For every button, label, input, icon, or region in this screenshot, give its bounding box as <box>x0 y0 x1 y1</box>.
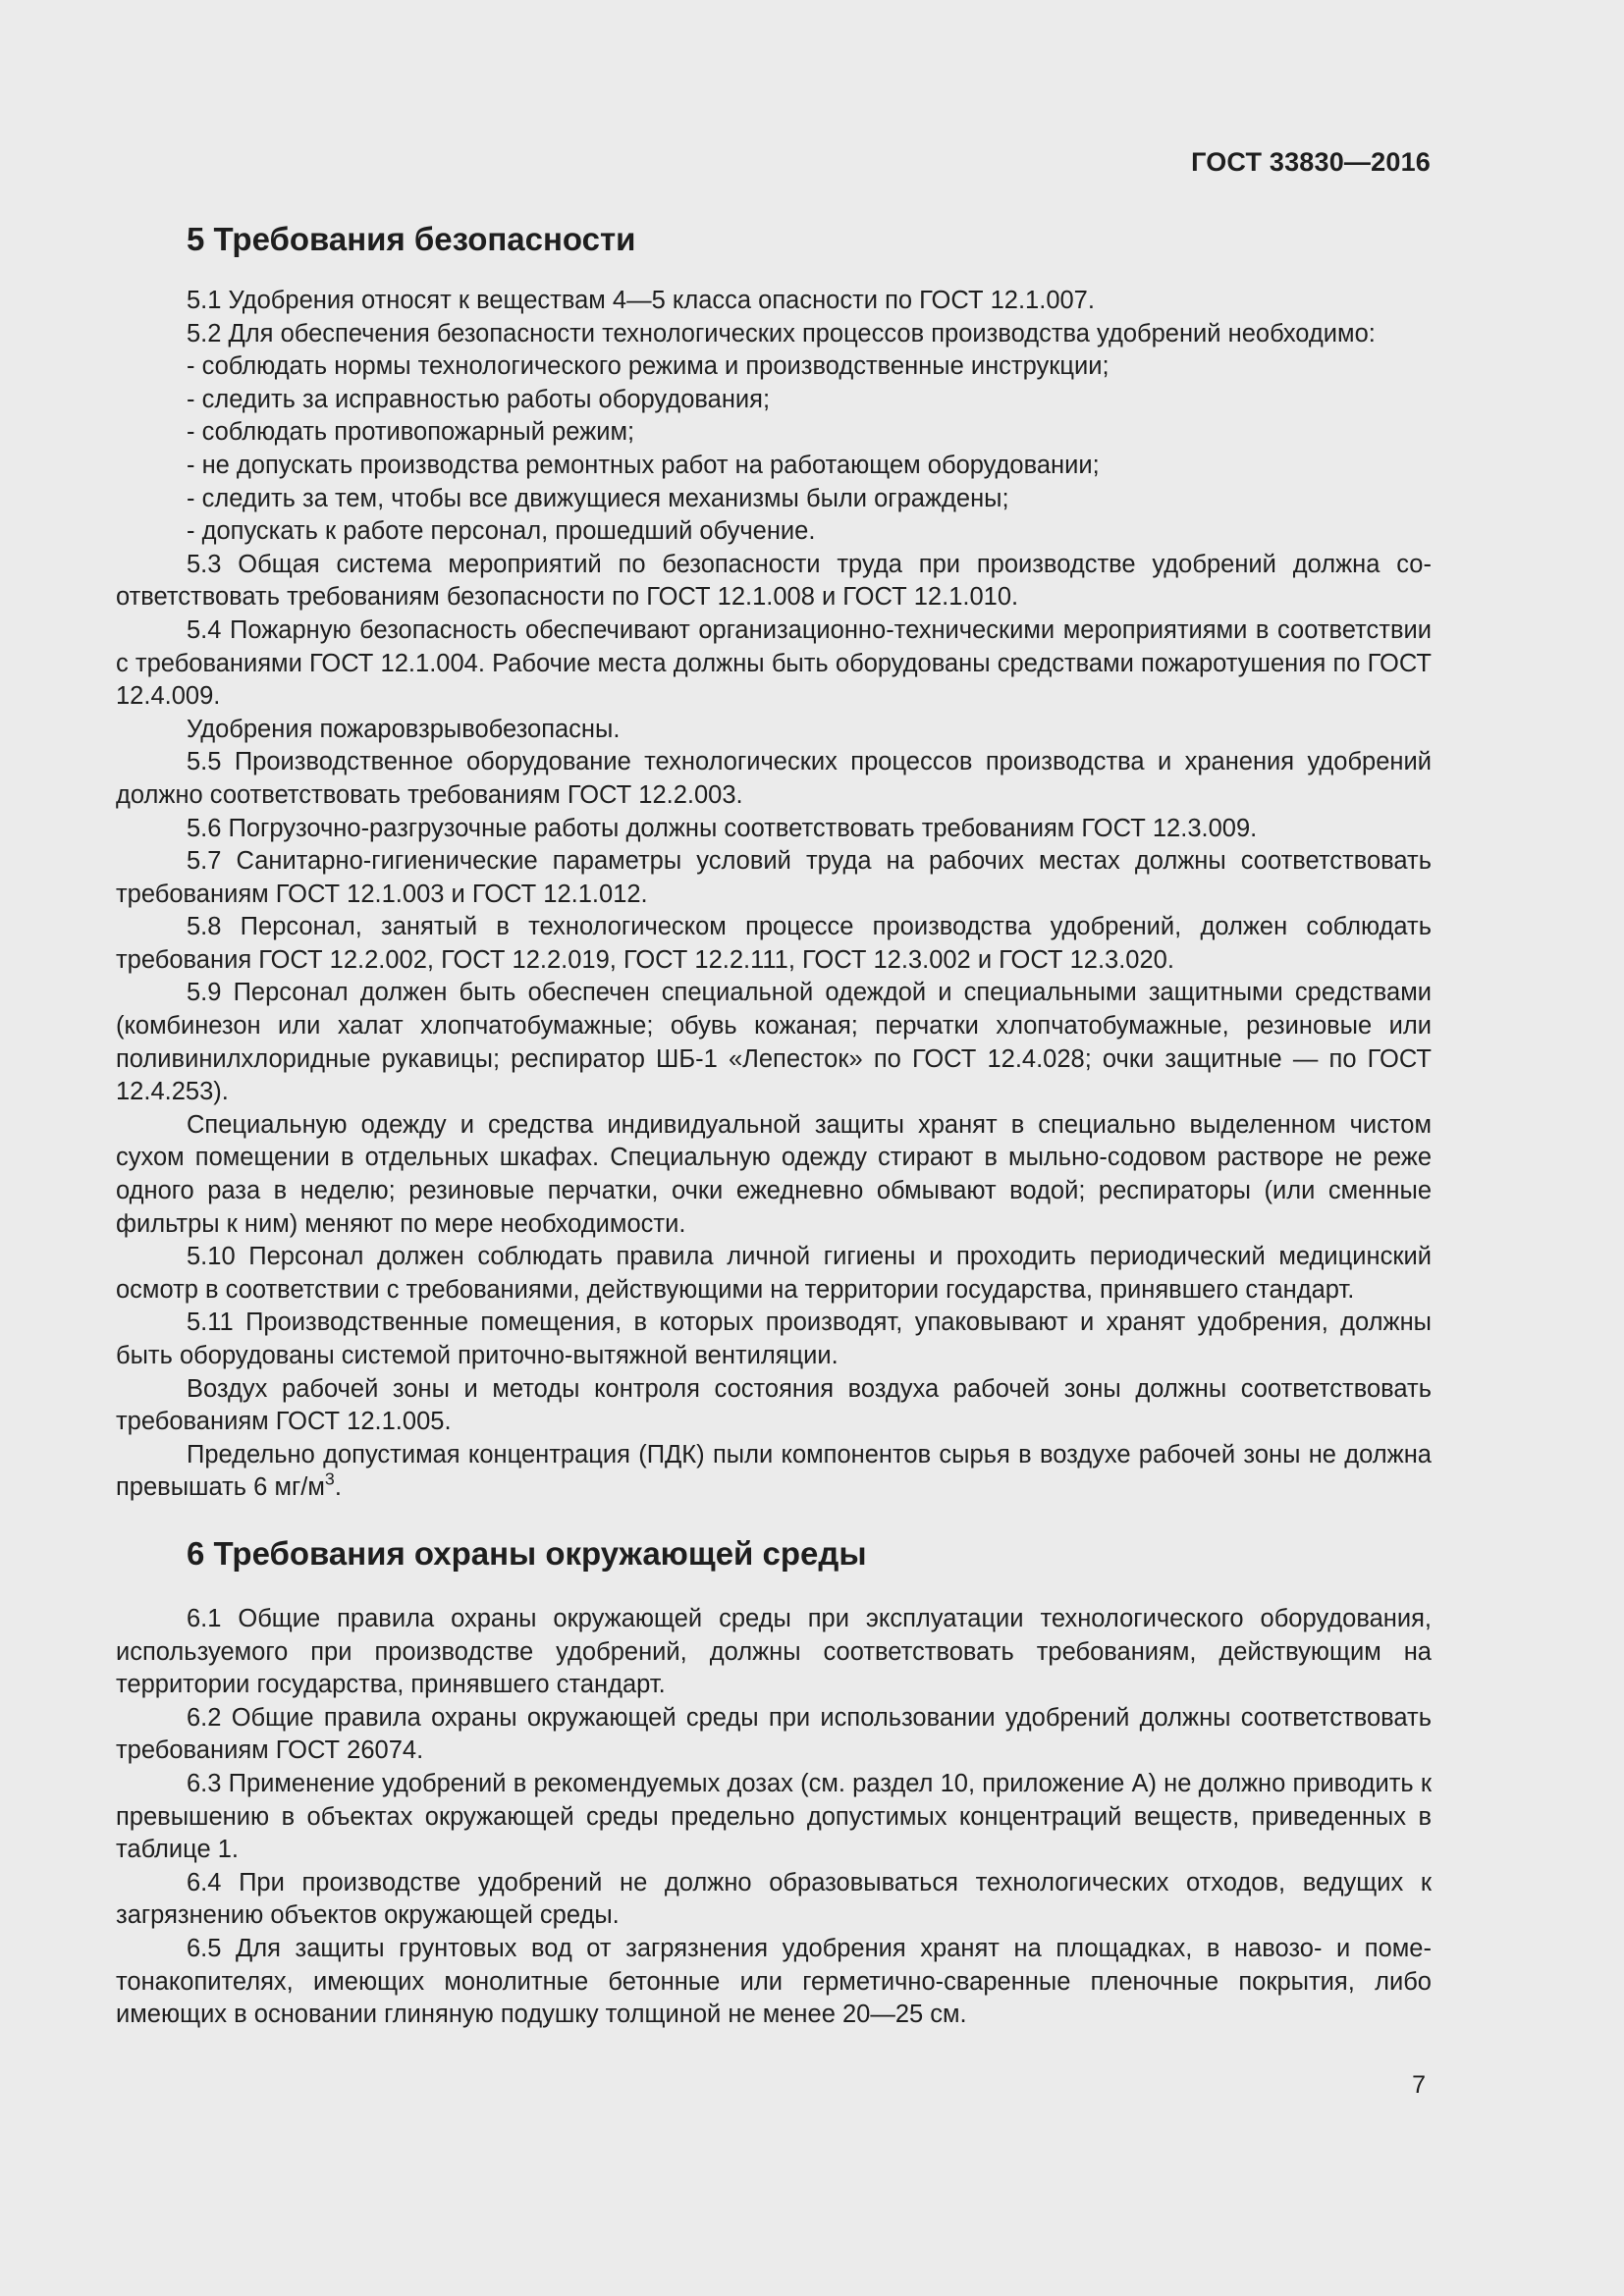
paragraph-5-11-air: Воздух рабочей зоны и методы контроля состояния воздуха рабочей зоны должны соответствовать требованиям ГОСТ 12.1.005. <box>116 1374 1432 1436</box>
paragraph-5-11: 5.11 Производственные помещения, в которых производят, упаковывают и хранят удобрения, должны быть оборудованы системой приточно-вытяжной вентиляции. <box>116 1308 1432 1369</box>
list-item: - следить за исправностью работы оборудования; <box>187 385 771 413</box>
paragraph-5-4: 5.4 Пожарную безопасность обеспечивают организационно-техническими мероприятиями в соответствии с требованиями ГОСТ 12.1.004. Рабочие места должны быть оборудованы средствами пожаротушения по ГОСТ 12.4.009. <box>116 615 1432 711</box>
page-number: 7 <box>1412 2071 1426 2099</box>
paragraph-5-2: 5.2 Для обеспечения безопасности технологических процессов производства удобрений необходимо: <box>187 319 1376 347</box>
requirements-list <box>116 350 1432 549</box>
paragraph-5-3: 5.3 Общая система мероприятий по безопасности труда при производстве удобрений должна соответствовать требованиям безопасности по ГОСТ 12.1.008 и ГОСТ 12.1.010. <box>116 550 1432 612</box>
paragraph-6-4: 6.4 При производстве удобрений не должно образовываться технологических отходов, ведущих к загрязнению объектов окружающей среды. <box>116 1868 1432 1930</box>
section-5-heading: 5 Требования безопасности <box>187 221 636 257</box>
list-item: - не допускать производства ремонтных работ на работающем оборудовании; <box>187 451 1100 479</box>
paragraph-5-11-pdk <box>116 1439 1432 1505</box>
superscript-3: 3 <box>324 1468 335 1489</box>
document-number: ГОСТ 33830—2016 <box>1191 147 1431 177</box>
page-body <box>116 218 1432 2032</box>
paragraph-5-10: 5.10 Персонал должен соблюдать правила личной гигиены и проходить периодический медицинский осмотр в соответствии с требованиями, действующими на территории государства, принявшего стандарт. <box>116 1243 1432 1304</box>
paragraph-5-6: 5.6 Погрузочно-разгрузочные работы должны соответствовать требованиям ГОСТ 12.3.009. <box>187 814 1258 842</box>
paragraph-6-5: 6.5 Для защиты грунтовых вод от загрязнения удобрения хранят на площадках, в навозо- и пометонакопителях, имеющих монолитные бетонные или герметично-сваренные пленочные покрытия, либо имеющих в основании глиняную подушку толщиной не менее 20—25 см. <box>116 1934 1432 2029</box>
list-item: - следить за тем, чтобы все движущиеся механизмы были ограждены; <box>187 484 1009 512</box>
paragraph-6-2: 6.2 Общие правила охраны окружающей среды при использовании удобрений должны соответствовать требованиям ГОСТ 26074. <box>116 1703 1432 1765</box>
pdk-period: . <box>334 1473 342 1502</box>
paragraph-5-7: 5.7 Санитарно-гигиенические параметры условий труда на рабочих местах должны соответствовать требованиям ГОСТ 12.1.003 и ГОСТ 12.1.012. <box>116 847 1432 908</box>
section-6-heading: 6 Требования охраны окружающей среды <box>187 1534 867 1572</box>
paragraph-5-1: 5.1 Удобрения относят к веществам 4—5 класса опасности по ГОСТ 12.1.007. <box>187 287 1095 314</box>
paragraph-6-1: 6.1 Общие правила охраны окружающей среды при эксплуатации технологического оборудования, используемого при производстве удобрений, должны соответствовать требованиям, действующим на территории государства, принявшего стандарт. <box>116 1604 1432 1699</box>
paragraph-5-8: 5.8 Персонал, занятый в технологическом процессе производства удобрений, должен соблюдать требования ГОСТ 12.2.002, ГОСТ 12.2.019, ГОСТ 12.2.111, ГОСТ 12.3.002 и ГОСТ 12.3.020. <box>116 913 1432 974</box>
paragraph-5-4-note: Удобрения пожаровзрывобезопасны. <box>187 715 621 743</box>
paragraph-5-9: 5.9 Персонал должен быть обеспечен специальной одеждой и специальными защитными средствами (комбинезон или халат хлопчатобумажные; обувь кожаная; перчатки хлопчатобумажные, резиновые или поливинилхлоридные рукавицы; респиратор ШБ-1 «Лепесток» по ГОСТ 12.4.028; очки защитные — по ГОСТ 12.4.253). <box>116 979 1432 1106</box>
list-item: - соблюдать противопожарный режим; <box>187 418 635 447</box>
list-item: - допускать к работе персонал, прошедший обучение. <box>187 517 816 546</box>
paragraph-6-3: 6.3 Применение удобрений в рекомендуемых дозах (см. раздел 10, приложение А) не должно приводить к превышению в объектах окружающей среды предельно допустимых концентраций веществ, приведенных в таблице 1. <box>116 1769 1432 1864</box>
paragraph-5-5: 5.5 Производственное оборудование технологических процессов производства и хранения удобрений должно соответствовать требованиям ГОСТ 12.2.003. <box>116 748 1432 809</box>
pdk-text: Предельно допустимая концентрация (ПДК) пыли компонентов сырья в воздухе рабочей зоны не должна превышать 6 мг/м <box>116 1440 1432 1502</box>
list-item: - соблюдать нормы технологического режима и производственные инструкции; <box>187 352 1110 381</box>
paragraph-5-9-storage: Специальную одежду и средства индивидуальной защиты хранят в специально выделенном чистом сухом помещении в отдельных шкафах. Специальную одежду стирают в мыльно-содовом растворе не реже одного раза в неделю; резиновые перчатки, очки ежедневно обмывают водой; респираторы (или сменные фильтры к ним) меняют по мере необходимости. <box>116 1110 1432 1238</box>
